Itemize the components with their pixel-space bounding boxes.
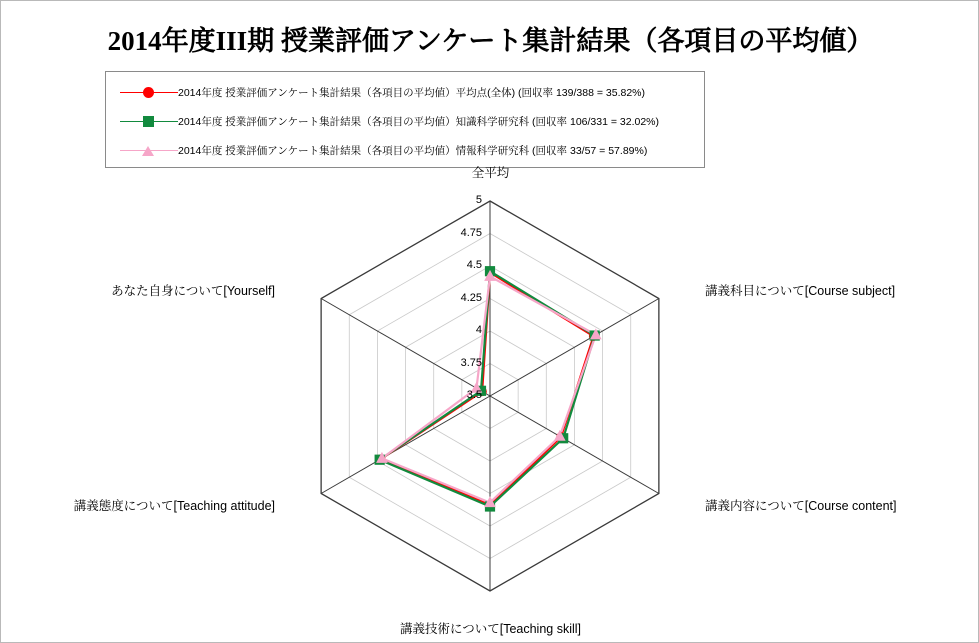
axis-label-total-average: 全平均	[471, 166, 510, 180]
axis-label-course-content: 講義内容について[Course content]	[705, 498, 897, 513]
axis-label-teaching-attitude: 講義態度について[Teaching attitude]	[73, 498, 275, 513]
radial-tick-3-75: 3.75	[460, 356, 482, 369]
legend-item	[106, 78, 704, 107]
radar-svg	[1, 176, 979, 643]
axis-label-yourself: あなた自身について[Yourself]	[111, 283, 275, 298]
legend-marker-information-science	[120, 145, 178, 157]
legend-label-information-science: 2014年度 授業評価アンケート集計結果（各項目の平均値）情報科学研究科 (回収率 33/57 = 57.89%)	[178, 145, 648, 157]
legend-marker-knowledge-science	[120, 116, 178, 128]
radial-tick-4: 4	[475, 324, 482, 336]
radar-chart	[1, 166, 979, 643]
radial-tick-4-75: 4.75	[460, 226, 482, 239]
legend-label-knowledge-science: 2014年度 授業評価アンケート集計結果（各項目の平均値）知識科学研究科 (回収率 106/331 = 32.02%)	[178, 116, 660, 128]
legend-item	[106, 107, 704, 136]
page-title: 2014年度III期 授業評価アンケート集計結果（各項目の平均値）	[107, 26, 874, 56]
radial-tick-3-5: 3.5	[466, 389, 482, 401]
legend-label-average: 2014年度 授業評価アンケート集計結果（各項目の平均値）平均点(全体) (回収率 139/388 = 35.82%)	[178, 87, 645, 99]
chart-legend	[105, 71, 705, 168]
legend-marker-average	[120, 87, 178, 99]
legend-item	[106, 136, 704, 165]
radial-tick-5: 5	[475, 194, 482, 206]
axis-label-teaching-skill: 講義技術について[Teaching skill]	[399, 622, 582, 636]
axis-label-course-subject: 講義科目について[Course subject]	[705, 283, 896, 298]
radial-tick-4-25: 4.25	[460, 291, 482, 304]
radial-tick-4-5: 4.5	[466, 259, 482, 271]
